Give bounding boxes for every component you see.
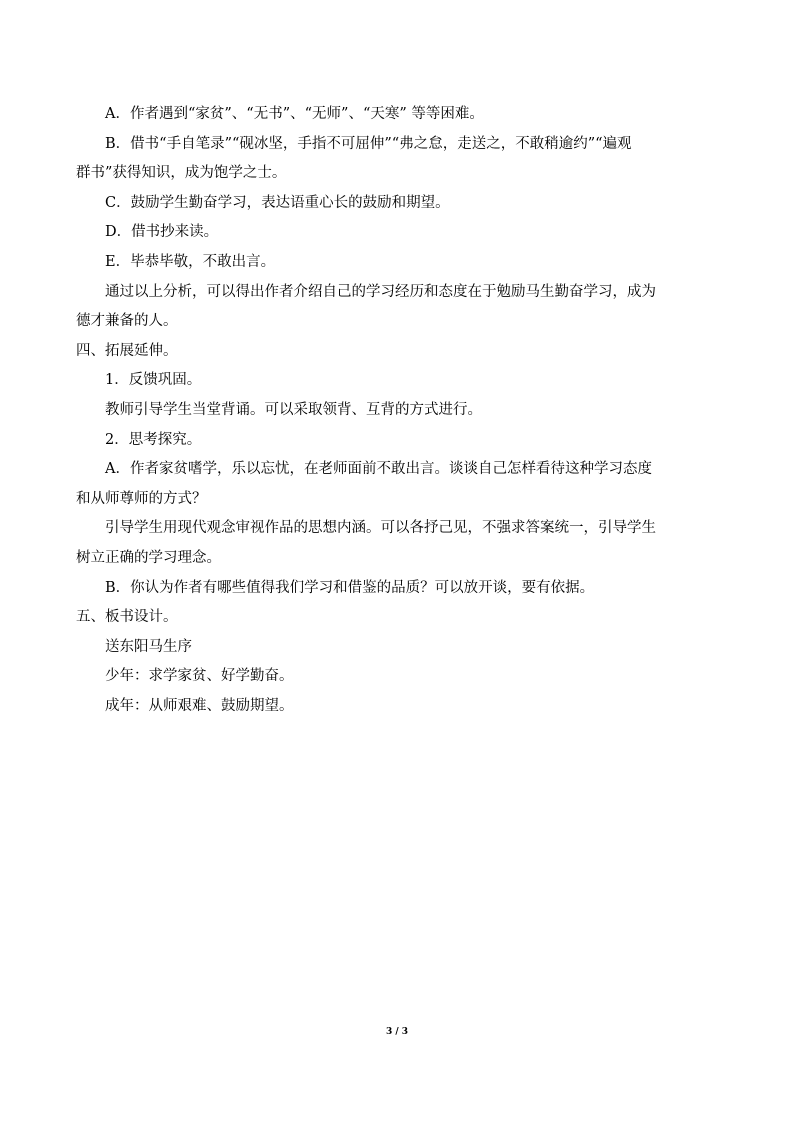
answer-e: E．毕恭毕敬，不敢出言。 <box>105 253 276 270</box>
subsection-2: 2．思考探究。 <box>105 431 202 448</box>
question-b: B．你认为作者有哪些值得我们学习和借鉴的品质？可以放开谈，要有依据。 <box>105 579 595 596</box>
analysis-line1: 通过以上分析，可以得出作者介绍自己的学习经历和态度在于勉励马生勤奋学习，成为 <box>105 283 656 300</box>
answer-b-line1: B．借书“手自笔录”“砚冰坚，手指不可屈伸”“弗之怠，走送之，不敢稍逾约”“遍观 <box>105 135 632 152</box>
answer-d: D．借书抄来读。 <box>105 224 219 241</box>
question-a-line1: A．作者家贫嗜学，乐以忘忧，在老师面前不敢出言。谈谈自己怎样看待这种学习态度 <box>105 461 652 478</box>
subsection-1: 1．反馈巩固。 <box>105 372 202 389</box>
answer-c: C．鼓励学生勤奋学习，表达语重心长的鼓励和期望。 <box>105 194 450 211</box>
analysis-line2: 德才兼备的人。 <box>76 313 178 330</box>
board-youth: 少年：求学家贫、好学勤奋。 <box>105 668 294 685</box>
document-body <box>76 100 720 721</box>
section-heading-4: 四、拓展延伸。 <box>76 342 178 359</box>
board-title: 送东阳马生序 <box>105 638 192 655</box>
question-a-line2: 和从师尊师的方式？ <box>76 490 207 507</box>
page-number: 3 / 3 <box>385 1027 409 1037</box>
board-adult: 成年：从师艰难、鼓励期望。 <box>105 697 294 714</box>
answer-a: A．作者遇到“家贫”、“无书”、“无师”、“天寒” 等等困难。 <box>105 106 484 122</box>
section-heading-5: 五、板书设计。 <box>76 609 178 626</box>
guidance-line1: 引导学生用现代观念审视作品的思想内涵。可以各抒己见，不强求答案统一，引导学生 <box>105 520 656 537</box>
subsection-1-text: 教师引导学生当堂背诵。可以采取领背、互背的方式进行。 <box>105 401 482 418</box>
answer-b-line2: 群书”获得知识，成为饱学之士。 <box>76 165 287 182</box>
guidance-line2: 树立正确的学习理念。 <box>76 549 221 566</box>
